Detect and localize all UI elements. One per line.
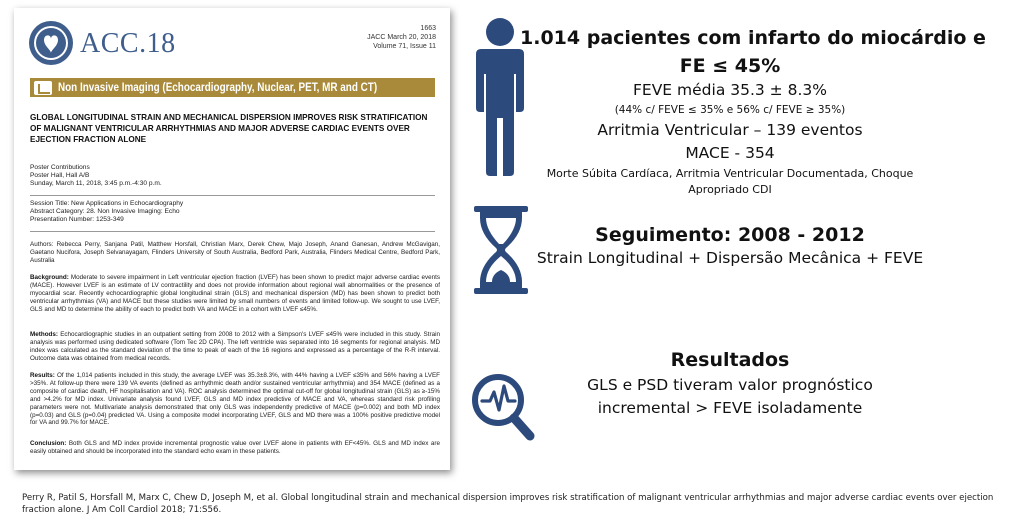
category-title: Non Invasive Imaging (Echocardiography, Nuclear, PET, MR and CT)	[58, 81, 378, 94]
abstract-number: 1663	[420, 25, 436, 32]
title-line: GLOBAL LONGITUDINAL STRAIN AND MECHANICAL DISPERSION IMPROVES RISK STRATIFICATION	[30, 113, 428, 122]
methods-section	[30, 331, 440, 363]
divider	[30, 231, 435, 232]
results-title: Resultados	[670, 349, 790, 371]
feve-split: (44% c/ FEVE ≤ 35% e 56% c/ FEVE ≥ 35%)	[614, 104, 846, 116]
poster-line: Poster Contributions	[30, 164, 90, 171]
conclusion-section	[30, 440, 440, 456]
poster-line: Sunday, March 11, 2018, 3:45 p.m.-4:30 p.m.	[30, 180, 162, 188]
category-band	[30, 78, 435, 97]
title-line: EJECTION FRACTION ALONE	[30, 135, 147, 144]
poster-info	[30, 164, 438, 189]
session-info	[30, 200, 438, 225]
session-line: Presentation Number: 1253-349	[30, 216, 124, 224]
mace-definition: Morte Súbita Cardíaca, Arritmia Ventricular Documentada, Choque	[546, 167, 914, 180]
feve-mean: FEVE média 35.3 ± 8.3%	[633, 81, 827, 99]
followup-detail: Strain Longitudinal + Dispersão Mecânica + FEVE	[536, 249, 924, 267]
methods-label: Methods:	[30, 331, 58, 338]
patients-title: 1.014 pacientes com infarto do miocárdio e	[520, 27, 986, 49]
session-line: Abstract Category: 28. Non Invasive Imaging: Echo	[30, 208, 180, 216]
background-text: Moderate to severe impairment in Left ventricular ejection fraction (LVEF) has been shown to predict major adverse cardiac events (MACE). However LVEF is an estimate of LV contractility and does not provide information about regional wall abnormalities or the presence of myocardial scar. Recently echocardiographic global longitudinal strain (GLS) and mechanical dispersion (MD) has been shown to predict both ventricular arrhythmias (VA) and MACE but these studies were limited by small numbers of events and limited follow-up. We sought to use LVEF, GLS and MD to determine the ability of each to predict both VA and MACE in a cohort with LVEF ≤45%.	[30, 274, 440, 313]
title-line: OF MALIGNANT VENTRICULAR ARRHYTHMIAS AND MAJOR ADVERSE CARDIAC EVENTS OVER	[30, 124, 410, 133]
background-label: Background:	[30, 274, 69, 281]
results-line2: incremental > FEVE isoladamente	[597, 399, 863, 417]
followup-title: Seguimento: 2008 - 2012	[595, 224, 865, 246]
results-section	[30, 372, 440, 427]
session-line: Session Title: New Applications in Echocardiography	[30, 200, 184, 207]
conclusion-text: Both GLS and MD index provide incremental prognostic value over LVEF alone in patients with EF<45%. GLS and MD index are easily obtained and should be incorporated into the standard echo exam in these patients.	[30, 440, 440, 455]
citation: Perry R, Patil S, Horsfall M, Marx C, Chew D, Joseph M, et al. Global longitudinal strain and mechanical dispersion improves risk stratification of malignant ventricular arrhythmias and major adverse cardiac events over ejection fraction alone. J Am Coll Cardiol 2018; 71:S56.	[22, 493, 994, 515]
journal-date: JACC March 20, 2018	[367, 34, 436, 41]
results-line1: GLS e PSD tiveram valor prognóstico	[587, 376, 873, 394]
abstract-page	[14, 8, 450, 470]
authors: Authors: Rebecca Perry, Sanjana Patil, Matthew Horsfall, Christian Marx, Derek Chew, Majo Joseph, Anand Ganesan, Andrew McGavigan, Gaetano Nucifora, Joseph Selvanayagam, Flinders University of South Australia, Bedford Park, Australia, Flinders Medical Centre, Bedford Park, Australia	[30, 241, 440, 264]
ventricular-arrhythmia: Arritmia Ventricular – 139 eventos	[597, 121, 863, 139]
journal-meta	[367, 24, 436, 51]
patients-title-ef: FE ≤ 45%	[679, 55, 781, 77]
background-section	[30, 274, 440, 314]
methods-text: Echocardiographic studies in an outpatient setting from 2008 to 2012 with a Simpson's LVEF ≤45% were included in this study. Strain analysis was performed using dedicated software (Tom Tec 2D CPA). The left ventricle was separated into 16 segments for regional analysis. MD index was calculated as the standard deviation of the time to peak of each of the 16 regions and expressed as a percentage of the R-R interval. Outcome data was obtained from medical records.	[30, 331, 440, 362]
divider	[30, 195, 435, 196]
conclusion-label: Conclusion:	[30, 440, 67, 447]
results-text: Of the 1,014 patients included in this study, the average LVEF was 35.3±8.3%, with 44% having a LVEF ≤35% and 56% having a LVEF >35%. At follow-up there were 139 VA events (defined as arrhythmic death and/or sustained ventricular arrhythmia) and 354 MACE (defined as a composite of cardiac death, HF hospitalisation and VA). ROC analysis determined the optimal cut-off for global longitudinal strain (GLS) as ≥-15% and >4.2% for MD index. Univariate analysis found LVEF, GLS and MD index predictive of MACE and VA, whereas standard risk profiling parameters were not. Multivariate analysis demonstrated that only GLS was independently predictive of MACE (p=0.002) and both MD index (p=0.03) and GLS (p=0.04) predicted VA. Using a composite model incorporating LVEF, GLS and MD there was a 100% positive predictive model for VA and 99.7% for MACE.	[30, 372, 441, 427]
acc-seal-icon	[28, 20, 74, 66]
results-label: Results:	[30, 372, 55, 379]
acc-logo: ACC.18	[80, 28, 176, 59]
paper-header	[28, 20, 436, 72]
mace-count: MACE - 354	[685, 144, 775, 162]
category-icon	[34, 81, 52, 95]
poster-line: Poster Hall, Hall A/B	[30, 172, 90, 180]
mace-definition-cont: Apropriado CDI	[688, 183, 772, 196]
journal-volume: Volume 71, Issue 11	[373, 43, 436, 50]
abstract-title	[30, 112, 438, 145]
